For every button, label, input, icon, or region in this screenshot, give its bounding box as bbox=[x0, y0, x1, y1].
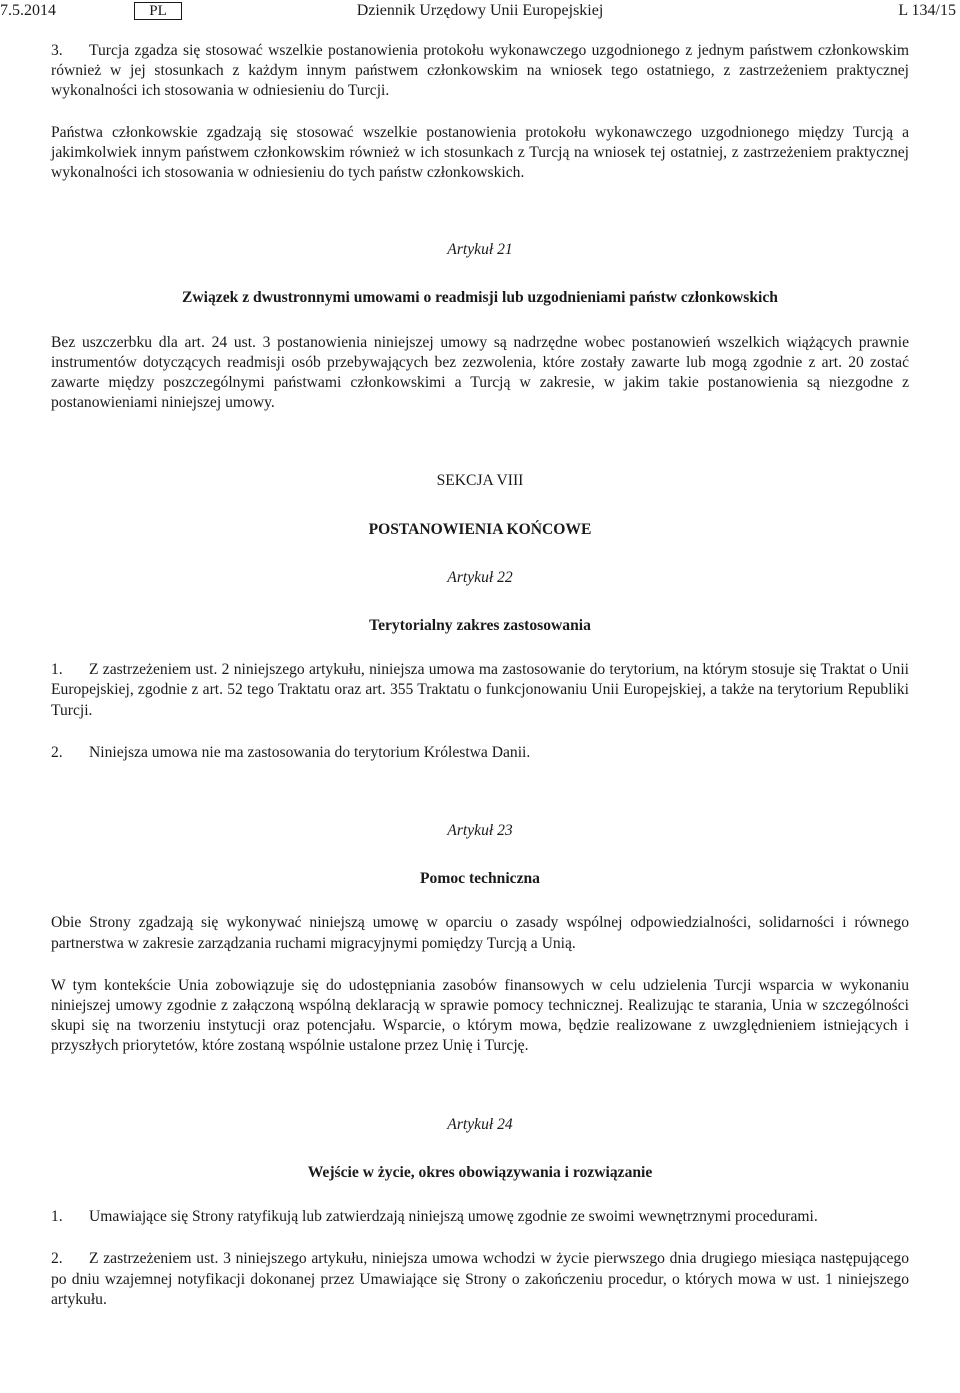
article-21-text: Bez uszczerbku dla art. 24 ust. 3 postanowienia niniejszej umowy są nadrzędne wobec postanowień wszelkich wiążących prawnie instrumentów dotyczących readmisji osób przebywających bez zezwolenia, które zostały zawarte lub mogą zgodnie z art. 20 zostać zawarte między poszczególnymi państwami członkowskimi a Turcją w zakresie, w jakim takie postanowienia są niezgodne z postanowieniami niniejszej umowy. bbox=[51, 333, 909, 412]
article-22-paragraph-1 bbox=[51, 660, 909, 721]
article-22-paragraph-2 bbox=[51, 743, 909, 763]
paragraph-member-states: Państwa członkowskie zgadzają się stosować wszelkie postanowienia protokołu wykonawczego uzgodnionego między Turcją a jakimkolwiek innym państwem członkowskim również w ich stosunkach z Turcją na wniosek tej ostatniej, z zastrzeżeniem praktycznej wykonalności ich stosowania w odniesieniu do tych państw członkowskich. bbox=[51, 123, 909, 182]
paragraph-number: 1. bbox=[51, 1208, 63, 1226]
journal-title: Dziennik Urzędowy Unii Europejskiej bbox=[356, 2, 604, 19]
article-21-title: Związek z dwustronnymi umowami o readmisji lub uzgodnieniami państw członkowskich bbox=[182, 289, 778, 307]
article-24-title: Wejście w życie, okres obowiązywania i rozwiązanie bbox=[307, 1163, 653, 1181]
paragraph-text: Turcja zgadza się stosować wszelkie postanowienia protokołu wykonawczego uzgodnionego z jednym państwem członkowskim również w jej stosunkach z każdym innym państwem członkowskim na wniosek tego ostatniego, z zastrzeżeniem praktycznej wykonalności ich stosowania w odniesieniu do Turcji. bbox=[51, 42, 909, 100]
paragraph-text: Z zastrzeżeniem ust. 3 niniejszego artykułu, niniejsza umowa wchodzi w życie pierwszego dnia drugiego miesiąca następującego po dniu wzajemnej notyfikacji dokonanej przez Umawiające się Strony o zakończeniu procedur, o których mowa w ust. 1 niniejszego artykułu. bbox=[51, 1250, 909, 1308]
article-22-title: Terytorialny zakres zastosowania bbox=[369, 617, 591, 635]
page-reference: L 134/15 bbox=[898, 2, 956, 19]
paragraph-text: Z zastrzeżeniem ust. 2 niniejszego artykułu, niniejsza umowa ma zastosowanie do terytorium, na którym stosuje się Traktat o Unii Europejskiej, zgodnie z art. 52 tego Traktatu oraz art. 355 Traktatu o funkcjonowaniu Unii Europejskiej, a także na terytorium Republiki Turcji. bbox=[51, 661, 909, 719]
section-title: POSTANOWIENIA KOŃCOWE bbox=[368, 520, 592, 538]
document-body bbox=[51, 41, 909, 1310]
section-label: SEKCJA VIII bbox=[436, 472, 524, 490]
article-24-paragraph-2 bbox=[51, 1249, 909, 1310]
paragraph-number: 2. bbox=[51, 1250, 63, 1268]
paragraph-number: 2. bbox=[51, 743, 63, 761]
article-24-paragraph-1 bbox=[51, 1207, 909, 1227]
article-22-label: Artykuł 22 bbox=[447, 568, 513, 586]
language-badge: PL bbox=[134, 2, 182, 20]
paragraph-text: Niniejsza umowa nie ma zastosowania do terytorium Królestwa Danii. bbox=[89, 743, 531, 761]
paragraph-text: Umawiające się Strony ratyfikują lub zatwierdzają niniejszą umowę zgodnie ze swoimi wewnętrznymi procedurami. bbox=[89, 1208, 818, 1226]
paragraph-number: 3. bbox=[51, 42, 63, 59]
paragraph-3 bbox=[51, 41, 909, 102]
article-24-label: Artykuł 24 bbox=[447, 1115, 513, 1133]
paragraph-number: 1. bbox=[51, 661, 63, 679]
publication-date: 7.5.2014 bbox=[0, 2, 56, 19]
article-23-paragraph-2: W tym kontekście Unia zobowiązuje się do udostępniania zasobów finansowych w celu udzielenia Turcji wsparcia w wykonaniu niniejszej umowy zgodnie z załączoną wspólną deklaracją w sprawie pomocy technicznej. Realizując te starania, Unia w szczególności skupi się na tworzeniu instytucji oraz potencjału. Wsparcie, o którym mowa, będzie realizowane z uwzględnieniem istniejących i przyszłych priorytetów, które zostaną wspólnie ustalone przez Unię i Turcję. bbox=[51, 976, 909, 1055]
article-21-label: Artykuł 21 bbox=[447, 241, 513, 259]
article-23-title: Pomoc techniczna bbox=[420, 870, 540, 888]
article-23-paragraph-1: Obie Strony zgadzają się wykonywać niniejszą umowę w oparciu o zasady wspólnej odpowiedzialności, solidarności i równego partnerstwa w zakresie zarządzania ruchami migracyjnymi pomiędzy Turcją a Unią. bbox=[51, 914, 909, 952]
article-23-label: Artykuł 23 bbox=[447, 822, 513, 840]
page-header bbox=[0, 0, 960, 22]
